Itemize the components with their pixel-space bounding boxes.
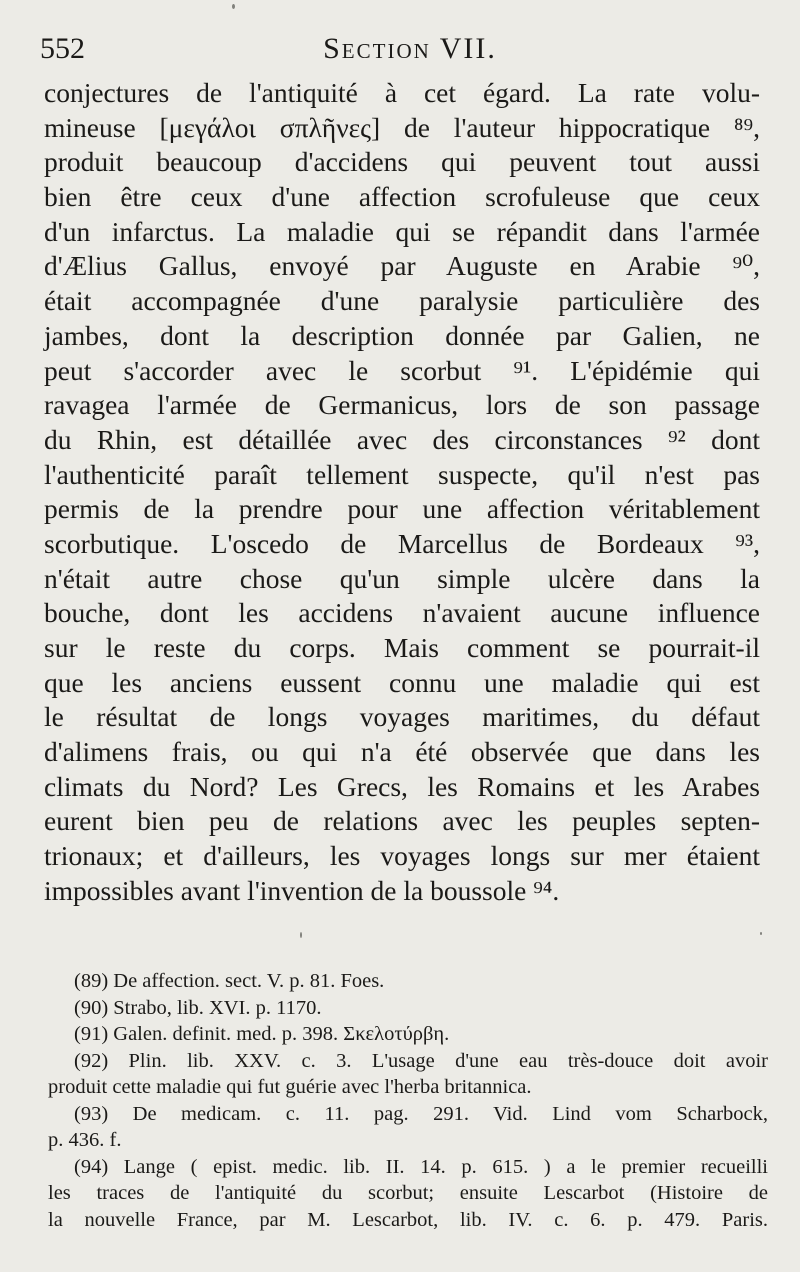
body-line: sur le reste du corps. Mais comment se pourrait-il — [44, 632, 760, 663]
body-line: mineuse [μεγάλοι σπλῆνες] de l'auteur hippocratique ⁸⁹, — [44, 111, 760, 143]
body-line: du Rhin, est détaillée avec des circonstances ⁹² dont — [44, 423, 760, 455]
page-number: 552 — [40, 32, 85, 65]
body-line: le résultat de longs voyages maritimes, du défaut — [44, 701, 760, 733]
body-line: bien être ceux d'une affection scrofuleuse que ceux — [44, 181, 760, 213]
body-line: permis de la prendre pour une affection véritablement — [44, 493, 760, 525]
ink-speck — [232, 4, 235, 9]
body-line: bouche, dont les accidens n'avaient aucune influence — [44, 597, 760, 629]
footnote-94: (94) Lange ( epist. medic. lib. II. 14. p. 615. ) a le premier recueilli — [74, 1155, 768, 1178]
body-line: climats du Nord? Les Grecs, les Romains et les Arabes — [44, 770, 760, 802]
footnote-92-continued: produit cette maladie qui fut guérie avec l'herba britannica. — [48, 1076, 532, 1098]
body-line: scorbutique. L'oscedo de Marcellus de Bordeaux ⁹³, — [44, 527, 760, 559]
body-line: que les anciens eussent connu une maladie qui est — [44, 666, 760, 698]
footnote-91: (91) Galen. definit. med. p. 398. Σκελοτύρβη. — [74, 1023, 450, 1045]
footnote-92: (92) Plin. lib. XXV. c. 3. L'usage d'une eau très-douce doit avoir — [74, 1049, 768, 1072]
footnote-90: (90) Strabo, lib. XVI. p. 1170. — [74, 996, 322, 1019]
body-line: jambes, dont la description donnée par Galien, ne — [44, 319, 760, 351]
body-line: d'alimens frais, ou qui n'a été observée que dans les — [44, 736, 760, 768]
body-line: eurent bien peu de relations avec les peuples septen- — [44, 805, 760, 837]
body-line: trionaux; et d'ailleurs, les voyages longs sur mer étaient — [44, 840, 760, 872]
body-line: d'un infarctus. La maladie qui se répandit dans l'armée — [44, 215, 760, 247]
footnote-89: (89) De affection. sect. V. p. 81. Foes. — [74, 970, 385, 992]
body-line: peut s'accorder avec le scorbut ⁹¹. L'épidémie qui — [44, 354, 760, 386]
body-line: l'authenticité paraît tellement suspecte, qu'il n'est pas — [44, 458, 760, 490]
footnote-93-continued: p. 436. f. — [48, 1129, 122, 1151]
body-line: impossibles avant l'invention de la boussole ⁹⁴. — [44, 874, 560, 906]
body-line: produit beaucoup d'accidens qui peuvent tout aussi — [44, 146, 760, 178]
footnotes — [48, 968, 768, 1233]
ink-speck — [760, 932, 762, 935]
body-line: était accompagnée d'une paralysie particulière des — [44, 285, 760, 317]
ink-speck — [300, 932, 302, 938]
footnote-93: (93) De medicam. c. 11. pag. 291. Vid. Lind vom Scharbock, — [74, 1102, 768, 1125]
running-head: Section VII. — [323, 32, 497, 65]
footnote-94-continued: la nouvelle France, par M. Lescarbot, lib. IV. c. 6. p. 479. Paris. — [48, 1208, 768, 1231]
body-text — [44, 76, 760, 909]
page-header — [40, 32, 780, 72]
body-line: ravagea l'armée de Germanicus, lors de son passage — [44, 389, 760, 421]
body-line: d'Ælius Gallus, envoyé par Auguste en Arabie ⁹⁰, — [44, 250, 760, 282]
body-line: conjectures de l'antiquité à cet égard. La rate volu- — [44, 77, 760, 108]
footnote-94-continued: les traces de l'antiquité du scorbut; ensuite Lescarbot (Histoire de — [48, 1182, 768, 1204]
body-line: n'était autre chose qu'un simple ulcère dans la — [44, 562, 760, 594]
